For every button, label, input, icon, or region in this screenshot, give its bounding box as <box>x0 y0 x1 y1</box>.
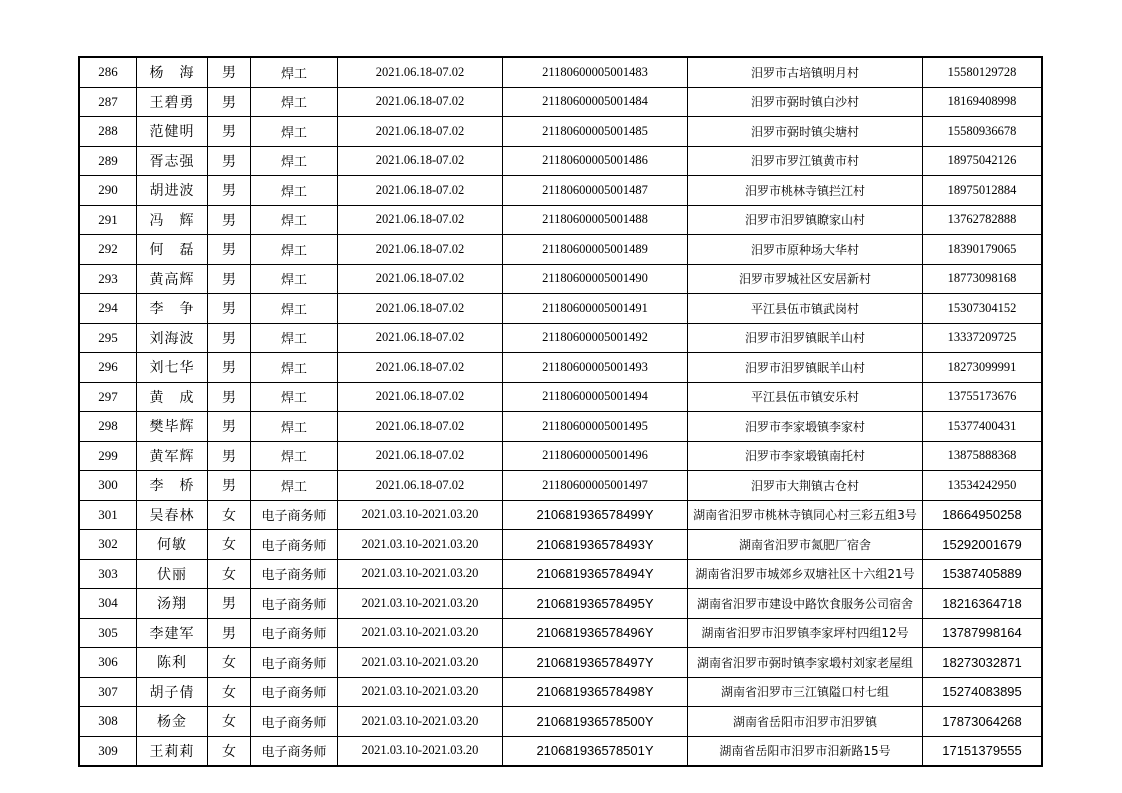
training-period-cell: 2021.03.10-2021.03.20 <box>338 530 503 560</box>
table-row <box>79 677 1042 707</box>
training-period-cell: 2021.03.10-2021.03.20 <box>338 618 503 648</box>
certificate-number-cell: 21180600005001489 <box>503 235 688 265</box>
gender-cell: 女 <box>208 559 251 589</box>
row-number-cell: 290 <box>79 176 137 206</box>
phone-cell: 15307304152 <box>923 294 1043 324</box>
trainee-name-cell: 樊毕辉 <box>137 412 208 442</box>
trainee-name-cell: 李 争 <box>137 294 208 324</box>
table-row <box>79 205 1042 235</box>
address-cell: 湖南省汨罗市城郊乡双塘社区十六组21号 <box>688 559 923 589</box>
occupation-cell: 电子商务师 <box>251 648 338 678</box>
table-row <box>79 264 1042 294</box>
occupation-cell: 电子商务师 <box>251 500 338 530</box>
address-cell: 湖南省汨罗市氮肥厂宿舍 <box>688 530 923 560</box>
training-period-cell: 2021.06.18-07.02 <box>338 146 503 176</box>
gender-cell: 男 <box>208 205 251 235</box>
table-row <box>79 471 1042 501</box>
trainee-name-cell: 伏丽 <box>137 559 208 589</box>
certificate-number-cell: 21180600005001491 <box>503 294 688 324</box>
training-period-cell: 2021.06.18-07.02 <box>338 87 503 117</box>
certificate-number-cell: 210681936578497Y <box>503 648 688 678</box>
occupation-cell: 焊工 <box>251 264 338 294</box>
trainee-name-cell: 胡子倩 <box>137 677 208 707</box>
training-period-cell: 2021.03.10-2021.03.20 <box>338 500 503 530</box>
gender-cell: 女 <box>208 677 251 707</box>
table-row <box>79 294 1042 324</box>
gender-cell: 男 <box>208 117 251 147</box>
table-row <box>79 382 1042 412</box>
gender-cell: 男 <box>208 176 251 206</box>
occupation-cell: 焊工 <box>251 441 338 471</box>
phone-cell: 15274083895 <box>923 677 1043 707</box>
gender-cell: 男 <box>208 323 251 353</box>
row-number-cell: 294 <box>79 294 137 324</box>
phone-cell: 13875888368 <box>923 441 1043 471</box>
occupation-cell: 焊工 <box>251 205 338 235</box>
gender-cell: 男 <box>208 589 251 619</box>
phone-cell: 13337209725 <box>923 323 1043 353</box>
address-cell: 汨罗市李家塅镇南托村 <box>688 441 923 471</box>
occupation-cell: 焊工 <box>251 176 338 206</box>
trainee-name-cell: 李建军 <box>137 618 208 648</box>
trainee-name-cell: 胡进波 <box>137 176 208 206</box>
address-cell: 湖南省汨罗市弼时镇李家塅村刘家老屋组 <box>688 648 923 678</box>
training-period-cell: 2021.03.10-2021.03.20 <box>338 707 503 737</box>
table-row <box>79 648 1042 678</box>
table-row <box>79 441 1042 471</box>
certificate-number-cell: 21180600005001484 <box>503 87 688 117</box>
phone-cell: 13762782888 <box>923 205 1043 235</box>
occupation-cell: 焊工 <box>251 87 338 117</box>
phone-cell: 18390179065 <box>923 235 1043 265</box>
address-cell: 汨罗市古培镇明月村 <box>688 57 923 87</box>
table-row <box>79 530 1042 560</box>
certificate-number-cell: 21180600005001486 <box>503 146 688 176</box>
row-number-cell: 286 <box>79 57 137 87</box>
row-number-cell: 300 <box>79 471 137 501</box>
trainee-name-cell: 吴春林 <box>137 500 208 530</box>
training-period-cell: 2021.06.18-07.02 <box>338 57 503 87</box>
address-cell: 汨罗市汨罗镇眠羊山村 <box>688 353 923 383</box>
gender-cell: 男 <box>208 441 251 471</box>
certificate-number-cell: 210681936578501Y <box>503 736 688 766</box>
training-period-cell: 2021.06.18-07.02 <box>338 264 503 294</box>
row-number-cell: 304 <box>79 589 137 619</box>
certificate-number-cell: 210681936578499Y <box>503 500 688 530</box>
training-period-cell: 2021.06.18-07.02 <box>338 294 503 324</box>
address-cell: 汨罗市罗江镇黄市村 <box>688 146 923 176</box>
trainee-name-cell: 何 磊 <box>137 235 208 265</box>
certificate-number-cell: 21180600005001492 <box>503 323 688 353</box>
phone-cell: 13534242950 <box>923 471 1043 501</box>
phone-cell: 18975012884 <box>923 176 1043 206</box>
row-number-cell: 298 <box>79 412 137 442</box>
table-row <box>79 323 1042 353</box>
table-row <box>79 146 1042 176</box>
occupation-cell: 电子商务师 <box>251 707 338 737</box>
phone-cell: 18664950258 <box>923 500 1043 530</box>
trainee-name-cell: 杨金 <box>137 707 208 737</box>
phone-cell: 15387405889 <box>923 559 1043 589</box>
address-cell: 汨罗市弼时镇白沙村 <box>688 87 923 117</box>
training-period-cell: 2021.03.10-2021.03.20 <box>338 736 503 766</box>
row-number-cell: 308 <box>79 707 137 737</box>
occupation-cell: 焊工 <box>251 57 338 87</box>
training-period-cell: 2021.03.10-2021.03.20 <box>338 589 503 619</box>
trainee-name-cell: 胥志强 <box>137 146 208 176</box>
occupation-cell: 焊工 <box>251 146 338 176</box>
gender-cell: 女 <box>208 500 251 530</box>
phone-cell: 15580129728 <box>923 57 1043 87</box>
certificate-number-cell: 21180600005001487 <box>503 176 688 206</box>
row-number-cell: 287 <box>79 87 137 117</box>
address-cell: 湖南省汨罗市三江镇隘口村七组 <box>688 677 923 707</box>
gender-cell: 女 <box>208 736 251 766</box>
row-number-cell: 293 <box>79 264 137 294</box>
address-cell: 汨罗市李家塅镇李家村 <box>688 412 923 442</box>
training-period-cell: 2021.06.18-07.02 <box>338 205 503 235</box>
occupation-cell: 焊工 <box>251 353 338 383</box>
trainee-name-cell: 汤翔 <box>137 589 208 619</box>
address-cell: 汨罗市弼时镇尖塘村 <box>688 117 923 147</box>
table-row <box>79 57 1042 87</box>
certificate-number-cell: 21180600005001494 <box>503 382 688 412</box>
gender-cell: 男 <box>208 264 251 294</box>
phone-cell: 18169408998 <box>923 87 1043 117</box>
certificate-number-cell: 210681936578500Y <box>503 707 688 737</box>
trainee-name-cell: 冯 辉 <box>137 205 208 235</box>
address-cell: 汨罗市罗城社区安居新村 <box>688 264 923 294</box>
trainee-name-cell: 王莉莉 <box>137 736 208 766</box>
phone-cell: 13787998164 <box>923 618 1043 648</box>
training-period-cell: 2021.03.10-2021.03.20 <box>338 648 503 678</box>
row-number-cell: 306 <box>79 648 137 678</box>
gender-cell: 男 <box>208 294 251 324</box>
row-number-cell: 292 <box>79 235 137 265</box>
row-number-cell: 305 <box>79 618 137 648</box>
address-cell: 汨罗市汨罗镇眠羊山村 <box>688 323 923 353</box>
certificate-number-cell: 21180600005001497 <box>503 471 688 501</box>
row-number-cell: 297 <box>79 382 137 412</box>
phone-cell: 13755173676 <box>923 382 1043 412</box>
occupation-cell: 焊工 <box>251 412 338 442</box>
phone-cell: 15377400431 <box>923 412 1043 442</box>
address-cell: 汨罗市原种场大华村 <box>688 235 923 265</box>
training-period-cell: 2021.06.18-07.02 <box>338 382 503 412</box>
address-cell: 汨罗市汨罗镇瞭家山村 <box>688 205 923 235</box>
gender-cell: 男 <box>208 618 251 648</box>
table-row <box>79 736 1042 766</box>
address-cell: 平江县伍市镇武岗村 <box>688 294 923 324</box>
training-period-cell: 2021.06.18-07.02 <box>338 441 503 471</box>
occupation-cell: 焊工 <box>251 323 338 353</box>
occupation-cell: 焊工 <box>251 117 338 147</box>
row-number-cell: 288 <box>79 117 137 147</box>
phone-cell: 18273099991 <box>923 353 1043 383</box>
certificate-number-cell: 21180600005001490 <box>503 264 688 294</box>
table-row <box>79 235 1042 265</box>
phone-cell: 15580936678 <box>923 117 1043 147</box>
gender-cell: 男 <box>208 87 251 117</box>
phone-cell: 18273032871 <box>923 648 1043 678</box>
phone-cell: 18216364718 <box>923 589 1043 619</box>
row-number-cell: 301 <box>79 500 137 530</box>
gender-cell: 女 <box>208 707 251 737</box>
row-number-cell: 291 <box>79 205 137 235</box>
table-row <box>79 353 1042 383</box>
occupation-cell: 焊工 <box>251 382 338 412</box>
address-cell: 汨罗市大荆镇古仓村 <box>688 471 923 501</box>
training-period-cell: 2021.06.18-07.02 <box>338 412 503 442</box>
certificate-number-cell: 21180600005001485 <box>503 117 688 147</box>
gender-cell: 男 <box>208 57 251 87</box>
row-number-cell: 296 <box>79 353 137 383</box>
phone-cell: 18975042126 <box>923 146 1043 176</box>
training-period-cell: 2021.06.18-07.02 <box>338 117 503 147</box>
address-cell: 湖南省岳阳市汨罗市汨新路15号 <box>688 736 923 766</box>
table-row <box>79 559 1042 589</box>
certificate-number-cell: 21180600005001495 <box>503 412 688 442</box>
certificate-number-cell: 210681936578496Y <box>503 618 688 648</box>
gender-cell: 男 <box>208 146 251 176</box>
trainee-name-cell: 刘七华 <box>137 353 208 383</box>
gender-cell: 男 <box>208 382 251 412</box>
row-number-cell: 289 <box>79 146 137 176</box>
occupation-cell: 焊工 <box>251 471 338 501</box>
gender-cell: 男 <box>208 471 251 501</box>
training-period-cell: 2021.06.18-07.02 <box>338 176 503 206</box>
trainee-name-cell: 范健明 <box>137 117 208 147</box>
occupation-cell: 电子商务师 <box>251 530 338 560</box>
training-period-cell: 2021.06.18-07.02 <box>338 235 503 265</box>
roster-body <box>79 57 1042 766</box>
occupation-cell: 电子商务师 <box>251 559 338 589</box>
table-row <box>79 412 1042 442</box>
row-number-cell: 307 <box>79 677 137 707</box>
table-row <box>79 117 1042 147</box>
occupation-cell: 电子商务师 <box>251 589 338 619</box>
occupation-cell: 焊工 <box>251 235 338 265</box>
training-period-cell: 2021.03.10-2021.03.20 <box>338 677 503 707</box>
row-number-cell: 303 <box>79 559 137 589</box>
trainee-name-cell: 刘海波 <box>137 323 208 353</box>
row-number-cell: 295 <box>79 323 137 353</box>
row-number-cell: 302 <box>79 530 137 560</box>
phone-cell: 17151379555 <box>923 736 1043 766</box>
table-row <box>79 87 1042 117</box>
address-cell: 湖南省汨罗市桃林寺镇同心村三彩五组3号 <box>688 500 923 530</box>
phone-cell: 18773098168 <box>923 264 1043 294</box>
trainee-name-cell: 黄高辉 <box>137 264 208 294</box>
occupation-cell: 电子商务师 <box>251 677 338 707</box>
trainee-roster-table <box>78 56 1043 767</box>
training-period-cell: 2021.03.10-2021.03.20 <box>338 559 503 589</box>
address-cell: 湖南省汨罗市汨罗镇李家坪村四组12号 <box>688 618 923 648</box>
row-number-cell: 309 <box>79 736 137 766</box>
phone-cell: 17873064268 <box>923 707 1043 737</box>
occupation-cell: 焊工 <box>251 294 338 324</box>
certificate-number-cell: 210681936578494Y <box>503 559 688 589</box>
certificate-number-cell: 210681936578495Y <box>503 589 688 619</box>
occupation-cell: 电子商务师 <box>251 736 338 766</box>
certificate-number-cell: 21180600005001493 <box>503 353 688 383</box>
table-row <box>79 500 1042 530</box>
trainee-name-cell: 王碧勇 <box>137 87 208 117</box>
certificate-number-cell: 21180600005001488 <box>503 205 688 235</box>
gender-cell: 女 <box>208 530 251 560</box>
trainee-name-cell: 杨 海 <box>137 57 208 87</box>
training-period-cell: 2021.06.18-07.02 <box>338 353 503 383</box>
address-cell: 平江县伍市镇安乐村 <box>688 382 923 412</box>
gender-cell: 男 <box>208 412 251 442</box>
occupation-cell: 电子商务师 <box>251 618 338 648</box>
address-cell: 湖南省汨罗市建设中路饮食服务公司宿舍 <box>688 589 923 619</box>
address-cell: 汨罗市桃林寺镇拦江村 <box>688 176 923 206</box>
row-number-cell: 299 <box>79 441 137 471</box>
address-cell: 湖南省岳阳市汨罗市汨罗镇 <box>688 707 923 737</box>
table-row <box>79 589 1042 619</box>
table-row <box>79 618 1042 648</box>
table-row <box>79 707 1042 737</box>
certificate-number-cell: 21180600005001496 <box>503 441 688 471</box>
trainee-name-cell: 何敏 <box>137 530 208 560</box>
trainee-name-cell: 李 桥 <box>137 471 208 501</box>
gender-cell: 男 <box>208 235 251 265</box>
certificate-number-cell: 210681936578498Y <box>503 677 688 707</box>
certificate-number-cell: 21180600005001483 <box>503 57 688 87</box>
training-period-cell: 2021.06.18-07.02 <box>338 323 503 353</box>
certificate-number-cell: 210681936578493Y <box>503 530 688 560</box>
trainee-name-cell: 黄军辉 <box>137 441 208 471</box>
training-period-cell: 2021.06.18-07.02 <box>338 471 503 501</box>
gender-cell: 男 <box>208 353 251 383</box>
trainee-name-cell: 陈利 <box>137 648 208 678</box>
trainee-name-cell: 黄 成 <box>137 382 208 412</box>
phone-cell: 15292001679 <box>923 530 1043 560</box>
gender-cell: 女 <box>208 648 251 678</box>
table-row <box>79 176 1042 206</box>
